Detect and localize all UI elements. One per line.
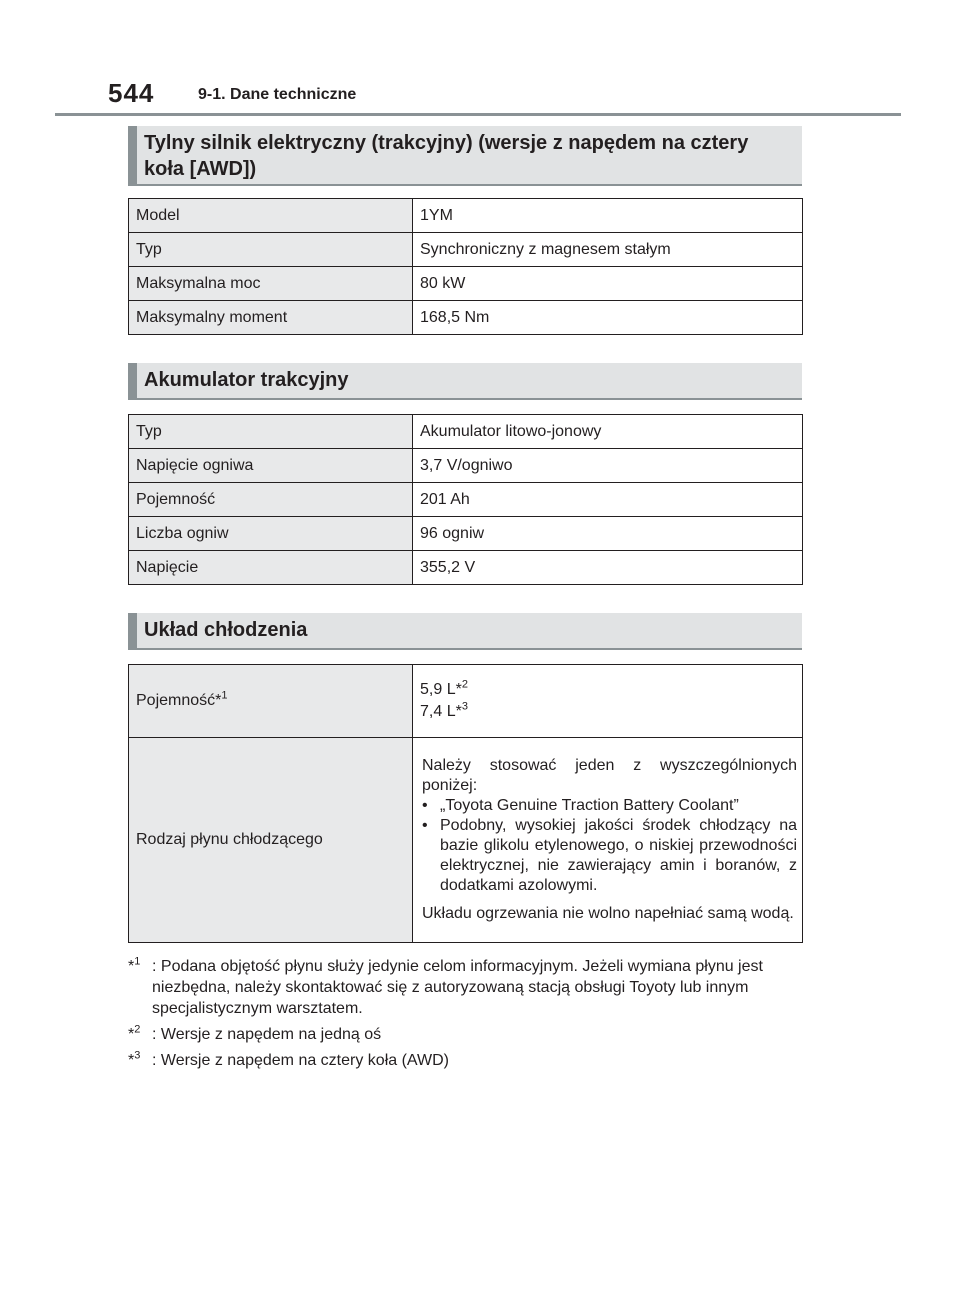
table-row <box>129 483 803 517</box>
footnote-ref: 2 <box>461 678 468 691</box>
row-value <box>413 738 803 943</box>
rear-motor-table <box>128 198 803 335</box>
list-item: • Podobny, wysokiej jakości środek chłodzący na bazie glikolu etylenowego, o niskiej przewodności elektrycznej, nie zawierający amin i boranów, z dodatkami azolowymi. <box>422 817 797 894</box>
page-header <box>108 78 908 112</box>
row-label: Rodzaj płynu chłodzącego <box>129 738 413 943</box>
row-value: 96 ogniw <box>413 517 803 551</box>
table-row <box>129 415 803 449</box>
row-value: 168,5 Nm <box>413 301 803 335</box>
header-divider <box>55 113 901 116</box>
row-value: 3,7 V/ogniwo <box>413 449 803 483</box>
table-row <box>129 267 803 301</box>
row-value: 355,2 V <box>413 551 803 585</box>
section-title-battery: Akumulator trakcyjny <box>128 363 802 400</box>
page-number: 544 <box>108 78 155 108</box>
table-row <box>129 199 803 233</box>
row-label: Napięcie <box>129 551 413 585</box>
footnote-ref: 3 <box>461 700 468 713</box>
footnote: *$^2$ : Wersje z napędem na jedną oś <box>128 1023 382 1043</box>
row-value: Akumulator litowo-jonowy <box>413 415 803 449</box>
row-label: Maksymalny moment <box>129 301 413 335</box>
coolant-warning: Układu ogrzewania nie wolno napełniać samą wodą. <box>422 905 794 922</box>
footnote: *$^3$ : Wersje z napędem na cztery koła (AWD) <box>128 1049 449 1069</box>
table-row <box>129 738 803 943</box>
list-item: • „Toyota Genuine Traction Battery Coolant” <box>422 797 739 814</box>
row-label <box>129 665 413 738</box>
footnote: *$^1$ : Podana objętość płynu służy jedynie celom informacyjnym. Jeżeli wymiana płynu jest niezbędna, należy skontaktować się z autoryzowaną stacją obsługi Toyoty lub innym specjalistycznym warsztatem. <box>128 955 763 1017</box>
table-row <box>129 301 803 335</box>
footnote-ref: 1 <box>221 689 228 702</box>
row-value: 1YM <box>413 199 803 233</box>
row-label: Typ <box>129 233 413 267</box>
section-title-cooling: Układ chłodzenia <box>128 613 802 650</box>
capacity-label: Pojemność* <box>136 692 222 709</box>
row-label: Maksymalna moc <box>129 267 413 301</box>
footnotes <box>128 956 808 1076</box>
row-label: Pojemność <box>129 483 413 517</box>
row-value: Synchroniczny z magnesem stałym <box>413 233 803 267</box>
row-label: Typ <box>129 415 413 449</box>
cooling-table <box>128 664 803 943</box>
capacity-value: 5,9 L*$^2$ <box>420 678 468 698</box>
chapter-title: 9-1. Dane techniczne <box>198 86 357 103</box>
row-label: Napięcie ogniwa <box>129 449 413 483</box>
capacity-value: 7,4 L*$^3$ <box>420 700 468 720</box>
row-value <box>413 665 803 738</box>
row-label: Model <box>129 199 413 233</box>
table-row <box>129 517 803 551</box>
battery-table <box>128 414 803 585</box>
row-label: Liczba ogniw <box>129 517 413 551</box>
table-row <box>129 665 803 738</box>
row-value: 80 kW <box>413 267 803 301</box>
table-row <box>129 233 803 267</box>
table-row <box>129 551 803 585</box>
section-title-rear-motor: Tylny silnik elektryczny (trakcyjny) (wersje z napędem na cztery koła [AWD]) <box>128 126 802 186</box>
row-value: 201 Ah <box>413 483 803 517</box>
coolant-intro: Należy stosować jeden z wyszczególnionych poniżej: <box>422 757 797 794</box>
table-row <box>129 449 803 483</box>
